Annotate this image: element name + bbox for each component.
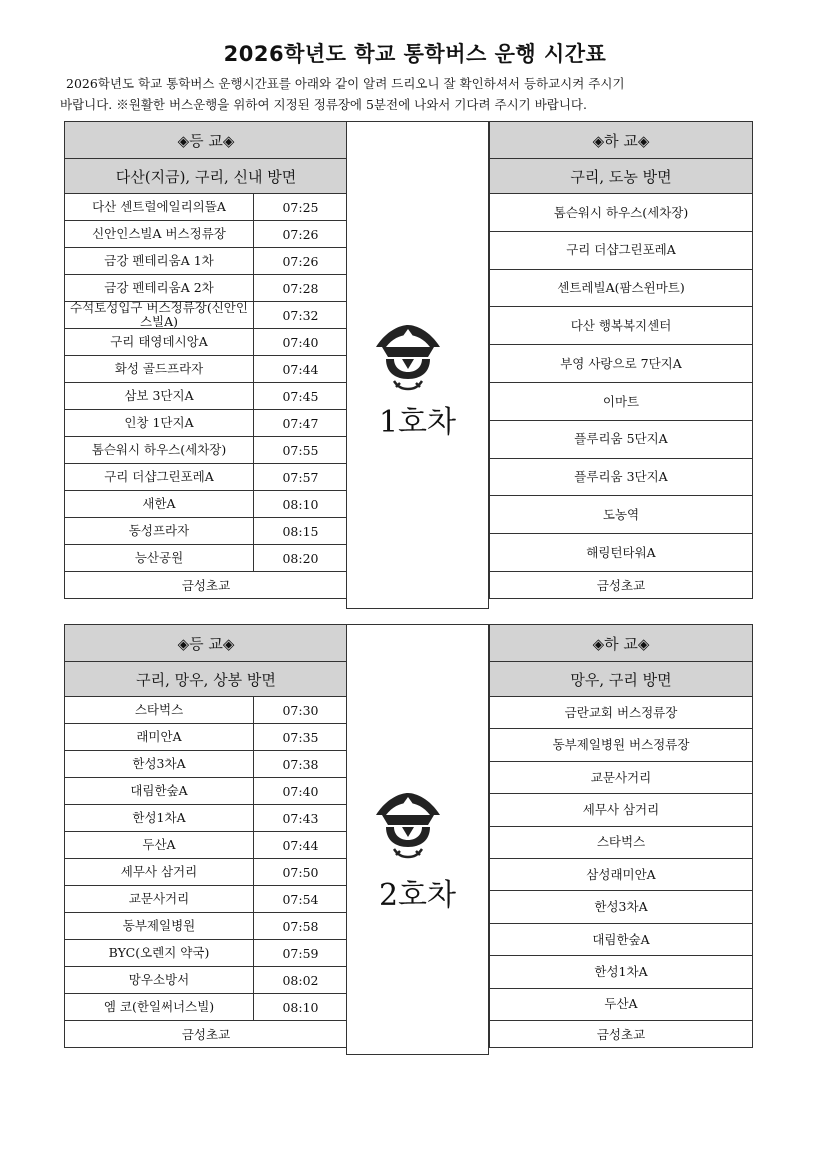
stop-name: 플루리움 5단지A: [574, 431, 668, 447]
stop-time: 07:55: [282, 442, 319, 458]
bus1-from-school-header: ◈하 교◈: [490, 122, 752, 159]
table-row: [65, 778, 347, 805]
bus2-to-school-table: [64, 624, 348, 1048]
stop-name: 삼성래미안A: [586, 866, 656, 882]
stop-time: 07:35: [282, 729, 319, 745]
bus2-to-school-destination: 금성초교: [65, 1021, 347, 1048]
stop-name: 금란교회 버스정류장: [564, 704, 678, 720]
bus1-to-school-destination: 금성초교: [65, 572, 347, 599]
stop-name: 금강 펜테리움A 2차: [65, 275, 254, 301]
stop-time: 07:45: [282, 388, 319, 404]
stop-time: 07:32: [282, 307, 319, 323]
stop-name: 다산 센트럴에일리의뜰A: [65, 194, 254, 220]
stop-name: 두산A: [65, 832, 254, 858]
stop-name: 금강 펜테리움A 1차: [65, 248, 254, 274]
table-row: [490, 496, 752, 534]
table-row: [490, 989, 752, 1021]
bus1-from-school-destination: 금성초교: [490, 572, 752, 599]
page-title: 2026학년도 학교 통학버스 운행 시간표: [223, 42, 607, 66]
stop-time: 07:40: [282, 783, 319, 799]
stop-time: 08:10: [282, 999, 319, 1015]
stop-name: 스타벅스: [596, 834, 646, 850]
bus1-from-school-rows: [490, 194, 752, 572]
stop-time: 07:44: [282, 361, 319, 377]
stop-name: 한성3차A: [65, 751, 254, 777]
stop-name: 한성1차A: [594, 963, 648, 979]
stop-name: 톰슨워시 하우스(세차장): [65, 437, 254, 463]
stop-name: 도농역: [602, 506, 640, 522]
stop-time: 08:02: [282, 972, 319, 988]
stop-name: 화성 골드프라자: [65, 356, 254, 382]
table-row: [65, 805, 347, 832]
bus2-to-school-rows: [65, 697, 347, 1021]
bus1-number: 1호차: [378, 405, 457, 440]
stop-time: 07:59: [282, 945, 319, 961]
table-row: [490, 459, 752, 497]
stop-time: 07:26: [282, 253, 319, 269]
table-row: [490, 794, 752, 826]
bus1-from-school-table: [489, 121, 753, 599]
stop-name: 구리 더샵그린포레A: [566, 242, 676, 258]
table-row: [65, 751, 347, 778]
bus2-from-school-header: ◈하 교◈: [490, 625, 752, 662]
stop-name: 망우소방서: [65, 967, 254, 993]
bus1-to-school-table: [64, 121, 348, 599]
stop-time: 08:15: [282, 523, 319, 539]
stop-name: 동부제일병원: [65, 913, 254, 939]
stop-name: 두산A: [604, 996, 638, 1012]
bus2-from-school-rows: [490, 697, 752, 1021]
stop-name: 신안인스빌A 버스정류장: [65, 221, 254, 247]
table-row: [65, 886, 347, 913]
school-emblem-icon: [372, 317, 444, 393]
stop-time: 07:30: [282, 702, 319, 718]
table-row: [65, 994, 347, 1021]
stop-name: 엠 코(한일써너스빌): [65, 994, 254, 1020]
table-row: [65, 464, 347, 491]
intro-text-line1: 2026학년도 학교 통학버스 운행시간표를 아래와 같이 알려 드리오니 잘 확인하셔서 등하교시켜 주시기: [66, 76, 625, 91]
table-row: [490, 383, 752, 421]
stop-name: 해링턴타워A: [586, 544, 656, 560]
bus1-to-school-header: ◈등 교◈: [65, 122, 347, 159]
bus1-panel: [346, 121, 489, 609]
table-row: [490, 859, 752, 891]
stop-time: 07:26: [282, 226, 319, 242]
stop-time: 07:57: [282, 469, 319, 485]
table-row: [65, 194, 347, 221]
bus1-to-school-rows: [65, 194, 347, 572]
table-row: [65, 913, 347, 940]
stop-time: 07:44: [282, 837, 319, 853]
stop-time: 07:47: [282, 415, 319, 431]
table-row: [65, 410, 347, 437]
table-row: [65, 383, 347, 410]
bus2-to-school-header: ◈등 교◈: [65, 625, 347, 662]
table-row: [65, 724, 347, 751]
stop-name: 삼보 3단지A: [65, 383, 254, 409]
table-row: [65, 832, 347, 859]
table-row: [65, 697, 347, 724]
table-row: [490, 194, 752, 232]
table-row: [65, 859, 347, 886]
bus2-from-school-table: [489, 624, 753, 1048]
stop-name: BYC(오렌지 약국): [65, 940, 254, 966]
stop-time: 07:38: [282, 756, 319, 772]
stop-time: 07:25: [282, 199, 319, 215]
table-row: [490, 891, 752, 923]
table-row: [490, 307, 752, 345]
stop-name: 세무사 삼거리: [65, 859, 254, 885]
stop-time: 07:40: [282, 334, 319, 350]
stop-time: 08:10: [282, 496, 319, 512]
stop-name: 센트레빌A(팜스윈마트): [557, 280, 685, 296]
table-row: [490, 697, 752, 729]
table-row: [490, 956, 752, 988]
stop-name: 다산 행복복지센터: [570, 317, 672, 333]
stop-name: 세무사 삼거리: [582, 801, 660, 817]
bus1-from-school-route: 구리, 도농 방면: [490, 159, 752, 194]
stop-name: 구리 태영데시앙A: [65, 329, 254, 355]
stop-name: 대림한숲A: [65, 778, 254, 804]
stop-name: 한성1차A: [65, 805, 254, 831]
stop-name: 대림한숲A: [592, 931, 650, 947]
table-row: [65, 302, 347, 329]
stop-time: 08:20: [282, 550, 319, 566]
stop-name: 톰슨워시 하우스(세차장): [553, 204, 689, 220]
table-row: [65, 356, 347, 383]
table-row: [490, 534, 752, 572]
table-row: [490, 924, 752, 956]
bus2-to-school-route: 구리, 망우, 상봉 방면: [65, 662, 347, 697]
table-row: [490, 232, 752, 270]
table-row: [490, 729, 752, 761]
stop-time: 07:43: [282, 810, 319, 826]
table-row: [490, 270, 752, 308]
stop-name: 수석토성입구 버스정류장(신안인스빌A): [65, 302, 254, 328]
table-row: [490, 421, 752, 459]
stop-name: 스타벅스: [65, 697, 254, 723]
table-row: [65, 221, 347, 248]
stop-name: 새한A: [65, 491, 254, 517]
intro-text-line2: 바랍니다. ※원활한 버스운행을 위하여 지정된 정류장에 5분전에 나와서 기다려 주시기 바랍니다.: [60, 97, 587, 112]
stop-time: 07:54: [282, 891, 319, 907]
table-row: [490, 345, 752, 383]
stop-name: 한성3차A: [594, 899, 648, 915]
table-row: [490, 762, 752, 794]
stop-name: 인창 1단지A: [65, 410, 254, 436]
bus2-from-school-route: 망우, 구리 방면: [490, 662, 752, 697]
stop-name: 능산공원: [65, 545, 254, 571]
table-row: [65, 518, 347, 545]
table-row: [65, 275, 347, 302]
stop-time: 07:58: [282, 918, 319, 934]
table-row: [65, 437, 347, 464]
table-row: [65, 545, 347, 572]
school-emblem-icon: [372, 785, 444, 861]
table-row: [65, 967, 347, 994]
table-row: [490, 827, 752, 859]
stop-time: 07:28: [282, 280, 319, 296]
bus2-panel: [346, 624, 489, 1055]
stop-name: 부영 사랑으로 7단지A: [560, 355, 682, 371]
stop-name: 래미안A: [65, 724, 254, 750]
stop-name: 구리 더샵그린포레A: [65, 464, 254, 490]
bus2-number: 2호차: [378, 878, 457, 913]
table-row: [65, 248, 347, 275]
table-row: [65, 940, 347, 967]
stop-name: 교문사거리: [65, 886, 254, 912]
stop-name: 플루리움 3단지A: [574, 469, 668, 485]
stop-name: 교문사거리: [590, 769, 652, 785]
bus1-to-school-route: 다산(지금), 구리, 신내 방면: [65, 159, 347, 194]
stop-name: 동성프라자: [65, 518, 254, 544]
table-row: [65, 491, 347, 518]
stop-time: 07:50: [282, 864, 319, 880]
table-row: [65, 329, 347, 356]
stop-name: 동부제일병원 버스정류장: [552, 737, 690, 753]
stop-name: 이마트: [602, 393, 640, 409]
bus2-from-school-destination: 금성초교: [490, 1021, 752, 1048]
